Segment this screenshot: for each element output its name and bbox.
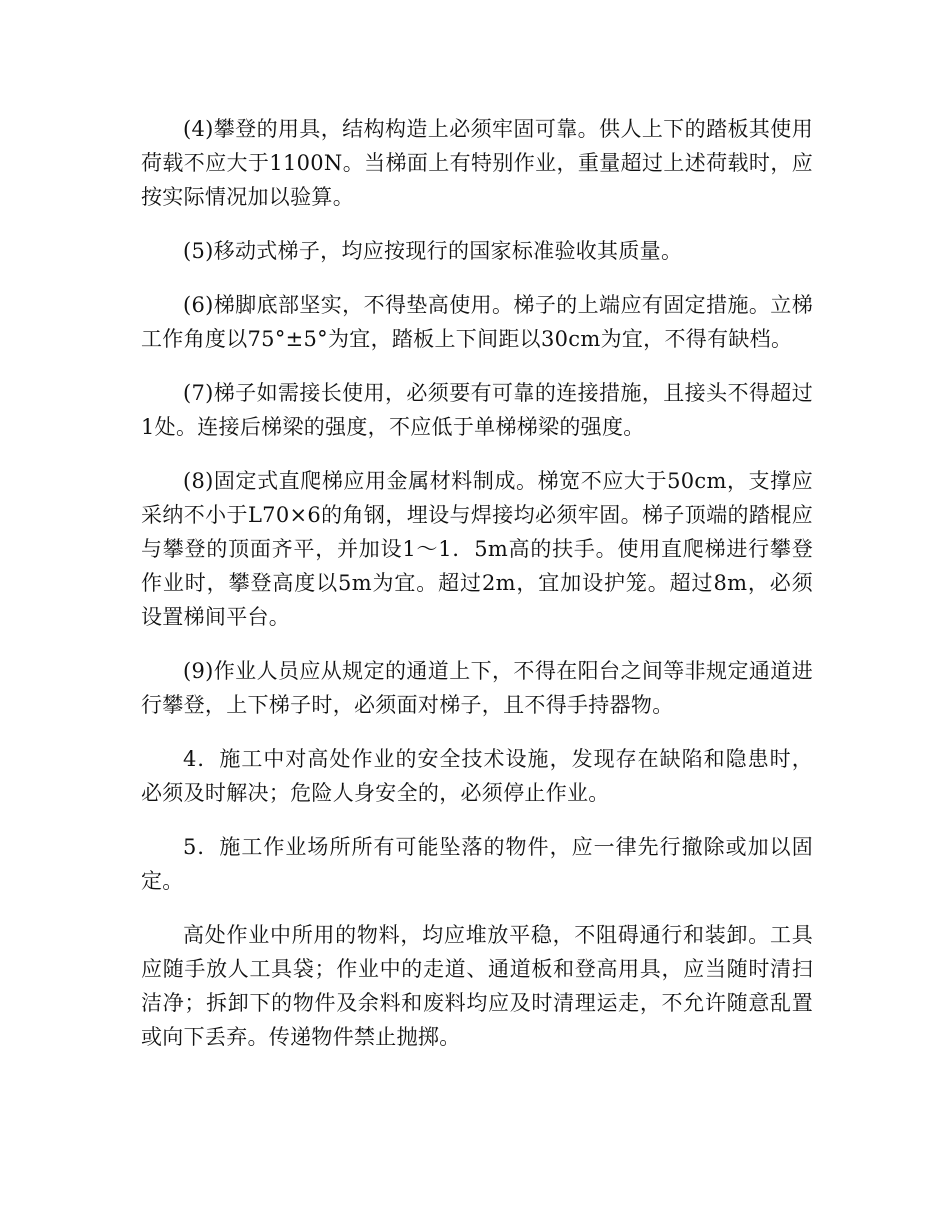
paragraph-falling-objects: 5．施工作业场所所有可能坠落的物件，应一律先行撤除或加以固定。 — [141, 835, 813, 893]
paragraph-materials-storage: 高处作业中所用的物料，均应堆放平稳，不阻碍通行和装卸。工具应随手放人工具袋；作业中的走道、通道板和登高用具，应当随时清扫洁净；拆卸下的物件及余料和废料均应及时清理运走，不允许随意乱置或向下丢弃。传递物件禁止抛掷。 — [141, 923, 813, 1049]
paragraph-fixed-ladder: (8)固定式直爬梯应用金属材料制成。梯宽不应大于50cm，支撑应采纳不小于L70×6的角钢，埋设与焊接均必须牢固。梯子顶端的踏棍应与攀登的顶面齐平，并加设1～1．5m高的扶手。使用直爬梯进行攀登作业时，攀登高度以5m为宜。超过2m，宜加设护笼。超过8m，必须设置梯间平台。 — [141, 469, 813, 629]
paragraph-mobile-ladder: (5)移动式梯子，均应按现行的国家标准验收其质量。 — [183, 239, 683, 263]
document-body — [141, 112, 813, 1074]
paragraph-ladder-angle: (6)梯脚底部坚实，不得垫高使用。梯子的上端应有固定措施。立梯工作角度以75°±5°为宜，踏板上下间距以30cm为宜，不得有缺档。 — [141, 293, 813, 351]
paragraph-safety-defects: 4．施工中对高处作业的安全技术设施，发现存在缺陷和隐患时，必须及时解决；危险人身安全的，必须停止作业。 — [141, 747, 813, 805]
paragraph-access-route: (9)作业人员应从规定的通道上下，不得在阳台之间等非规定通道进行攀登，上下梯子时，必须面对梯子，且不得手持器物。 — [141, 659, 813, 717]
paragraph-ladder-extension: (7)梯子如需接长使用，必须要有可靠的连接措施，且接头不得超过1处。连接后梯梁的强度，不应低于单梯梯梁的强度。 — [141, 381, 813, 439]
paragraph-ladder-load: (4)攀登的用具，结构构造上必须牢固可靠。供人上下的踏板其使用荷载不应大于1100N。当梯面上有特别作业，重量超过上述荷载时，应按实际情况加以验算。 — [141, 117, 813, 209]
